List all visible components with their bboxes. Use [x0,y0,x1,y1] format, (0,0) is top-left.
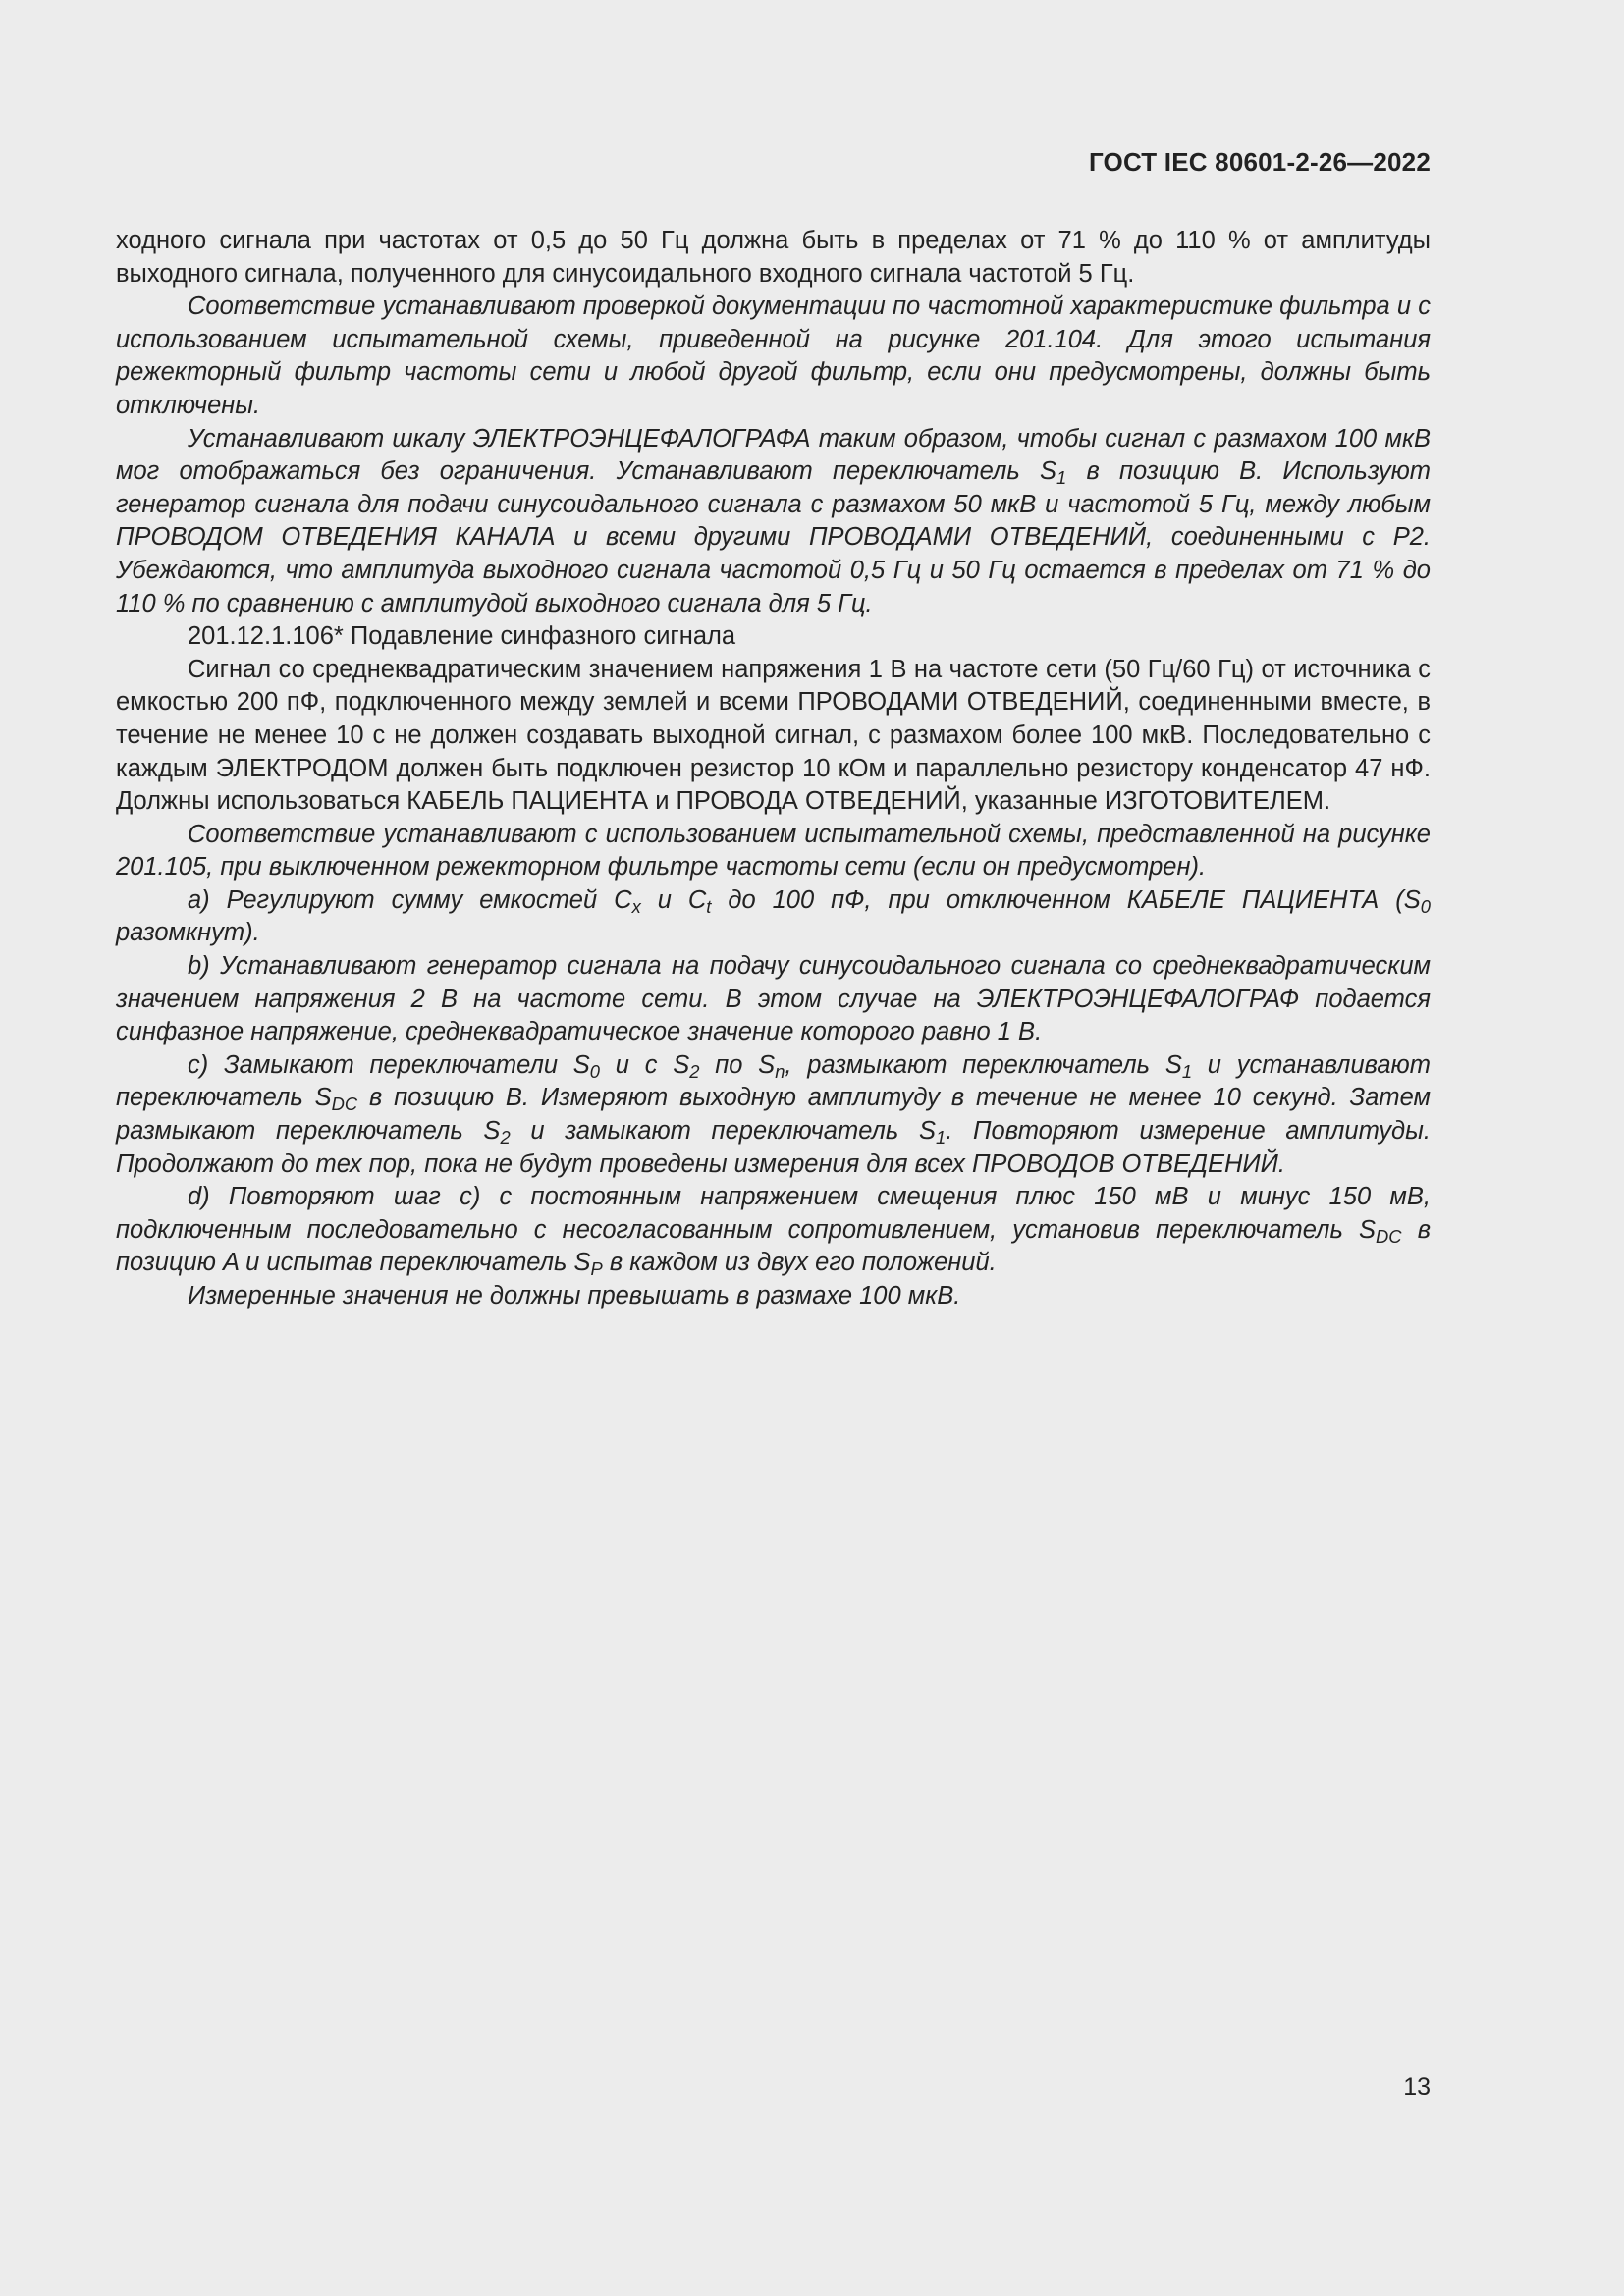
subscript: DC [331,1094,358,1115]
text-run: и C [640,885,707,914]
subscript: n [775,1060,785,1082]
subscript: P [590,1258,603,1280]
text-run: в позицию B. Используют генератор сигнала для подачи синусоидального сигнала с размахом 50 мкВ и частотой 5 Гц, между любым ПРОВОДОМ ОТВЕДЕНИЯ КАНАЛА и всеми другими ПРОВОДАМИ ОТВЕДЕНИЙ, соединенными с P2. Убеждаются, что амплитуда выходного сигнала частотой 0,5 Гц и 50 Гц остается в пределах от 71 % до 110 % по сравнению с амплитудой выходного сигнала для 5 Гц. [116,457,1431,617]
text-run: в каждом из двух его положений. [602,1249,997,1277]
subscript: 1 [936,1127,947,1148]
text-run: в позицию B. Измеряют выходную амплитуду в течение не менее 10 секунд. Затем размыкают переключатель S [116,1084,1431,1146]
document-body [116,225,1431,1313]
list-item-a [116,884,1431,950]
document-header-standard-id: ГОСТ IEC 80601-2-26—2022 [1088,147,1431,177]
text-run: a) Регулируют сумму емкостей C [188,885,632,914]
subscript: 2 [689,1060,700,1082]
paragraph-requirement-common-mode: Сигнал со среднеквадратическим значением напряжения 1 В на частоте сети (50 Гц/60 Гц) от источника с емкостью 200 пФ, подключенного между землей и всеми ПРОВОДАМИ ОТВЕДЕНИЙ, соединенными вместе, в течение не менее 10 с не должен создавать выходной сигнал, с размахом более 100 мкВ. Последовательно с каждым ЭЛЕКТРОДОМ должен быть подключен резистор 10 кОм и параллельно резистору конденсатор 47 нФ. Должны использоваться КАБЕЛЬ ПАЦИЕНТА и ПРОВОДА ОТВЕДЕНИЙ, указанные ИЗГОТОВИТЕЛЕМ. [116,655,1431,816]
page-number: 13 [1403,2073,1431,2101]
subscript: t [706,896,712,918]
section-heading-common-mode: 201.12.1.106* Подавление синфазного сигнала [188,622,736,651]
list-item-b: b) Устанавливают генератор сигнала на подачу синусоидального сигнала со среднеквадратическим значением напряжения 2 В на частоте сети. В этом случае на ЭЛЕКТРОЭНЦЕФАЛОГРАФ подается синфазное напряжение, среднеквадратическое значение которого равно 1 В. [116,952,1431,1046]
text-run: до 100 пФ, при отключенном КАБЕЛЕ ПАЦИЕНТА (S [711,885,1421,914]
text-run: c) Замыкают переключатели S [188,1050,590,1079]
text-run: d) Повторяют шаг c) с постоянным напряжением смещения плюс 150 мВ и минус 150 мВ, подключенным последовательно с несогласованным сопротивлением, установив переключатель S [116,1183,1431,1244]
subscript: x [631,896,641,918]
subscript: 2 [500,1127,511,1148]
paragraph-compliance-common-mode: Соответствие устанавливают с использованием испытательной схемы, представленной на рисунке 201.105, при выключенном режекторном фильтре частоты сети (если он предусмотрен). [116,820,1431,881]
paragraph-test-procedure-scale [116,423,1431,621]
list-item-d [116,1181,1431,1280]
text-run: по S [699,1050,776,1079]
text-run: и замыкают переключатель S [510,1117,937,1146]
text-run: и с S [600,1050,690,1079]
subscript: DC [1376,1225,1402,1247]
paragraph-measured-values: Измеренные значения не должны превышать в размахе 100 мкВ. [188,1282,961,1309]
subscript: 0 [589,1060,601,1082]
text-run: . Повторяют измерение амплитуды. Продолжают до тех пор, пока не будут проведены измерения для всех ПРОВОДОВ ОТВЕДЕНИЙ. [116,1117,1431,1178]
text-run: и устанавливают переключатель S [116,1050,1431,1112]
text-run: разомкнут). [116,919,260,947]
paragraph-continuation: ходного сигнала при частотах от 0,5 до 50 Гц должна быть в пределах от 71 % до 110 % от амплитуды выходного сигнала, полученного для синусоидального входного сигнала частотой 5 Гц. [116,227,1431,288]
text-run: , размыкают переключатель S [785,1050,1182,1079]
list-item-c [116,1049,1431,1181]
paragraph-compliance-frequency: Соответствие устанавливают проверкой документации по частотной характеристике фильтра и с использованием испытательной схемы, приведенной на рисунке 201.104. Для этого испытания режекторный фильтр частоты сети и любой другой фильтр, если они предусмотрены, должны быть отключены. [116,293,1431,419]
subscript: 1 [1181,1060,1193,1082]
text-run: Устанавливают шкалу ЭЛЕКТРОЭНЦЕФАЛОГРАФА таким образом, чтобы сигнал с размахом 100 мкВ мог отображаться без ограничения. Устанавливают переключатель S [116,424,1431,486]
subscript: 0 [1420,896,1431,918]
text-run: в позицию A и испытав переключатель S [116,1215,1431,1277]
subscript: 1 [1056,467,1067,489]
